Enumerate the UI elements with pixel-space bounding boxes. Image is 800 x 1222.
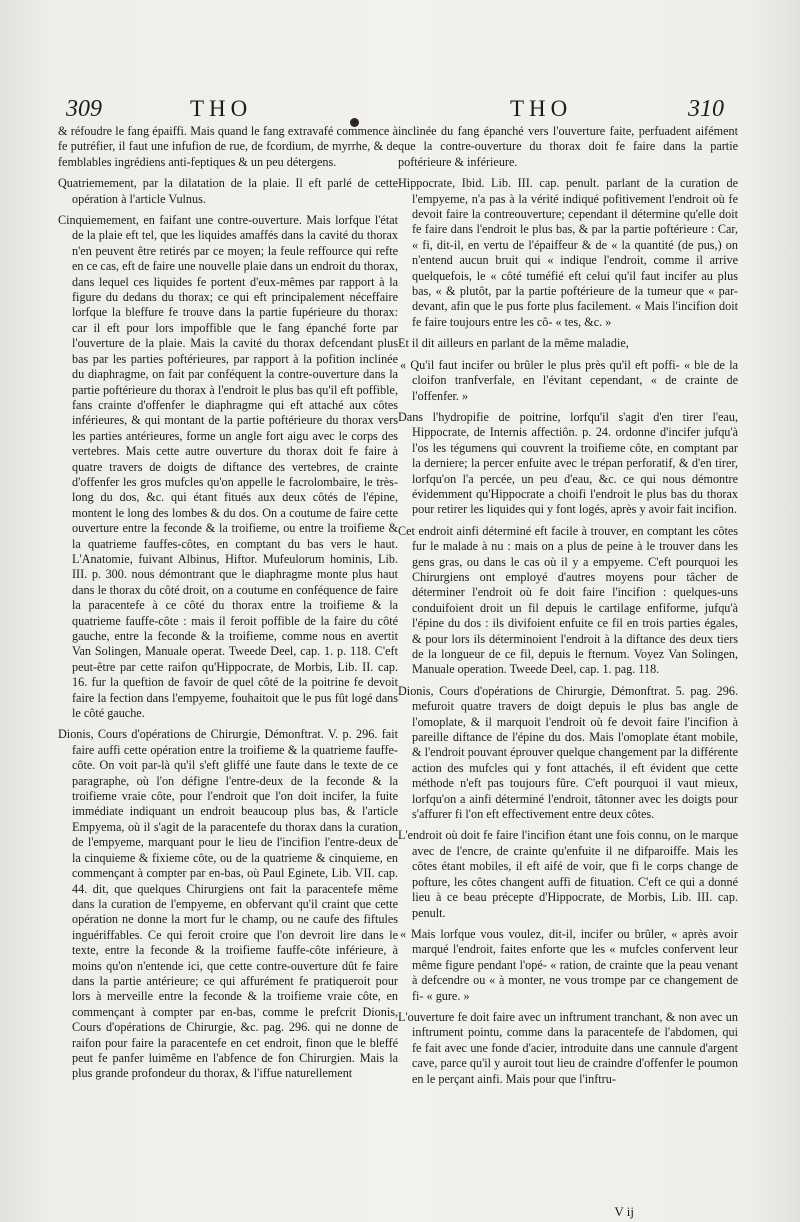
left-page-number: 309 [66,96,102,122]
right-column-paragraph: inclinée du fang épanché vers l'ouverture faite, perfuadent aifément que la contre-ouverture du thorax doit fe faire dans la partie poftérieure & inférieure. [398,124,738,169]
right-column-paragraph: L'endroit où doit fe faire l'incifion étant une fois connu, on le marque avec de l'encre, de crainte qu'enfuite il ne difparoiffe. Mais les côtes étant mobiles, il eft aifé de voir, que fi le corps change de pofture, les côtes changent auffi de fituation. C'eft ce qui a donné lieu à ce beau précepte d'Hippocrate, de Morbis, Lib. III. cap. penult. [398,828,738,920]
right-column [398,124,738,1093]
left-column-paragraph: Quatriemement, par la dilatation de la plaie. Il eft parlé de cette opération à l'article Vulnus. [58,176,398,206]
right-page-number: 310 [688,96,724,122]
left-column [58,124,398,1088]
right-column-paragraph: Et il dit ailleurs en parlant de la même maladie, [398,336,629,351]
left-running-head: THO [190,96,253,121]
right-column-paragraph: Dans l'hydropifie de poitrine, lorfqu'il s'agit d'en tirer l'eau, Hippocrate, de Internis affectiôn. p. 24. ordonne d'incifer jufqu'à l'os les tégumens qui couvrent la troifieme côte, en comptant par la derniere; la percer enfuite avec le trépan perforatif, & d'en tirer, lorfqu'on l'a percée, un peu d'eau, &c. ce qui nous démontre évidemment qu'Hippocrate a choifi l'endroit le plus bas du thorax pour retirer les liquides qui y font logés, après y avoir fait incifion. [398,409,738,517]
right-column-paragraph: « Mais lorfque vous voulez, dit-il, incifer ou brûler, « après avoir marqué l'endroit, faites enforte que les « mufcles confervent leur même figure pendant l'opé- « ration, de crainte que la peau venant à defcendre ou « à monter, ne vous trompe par ce changement de fi- « gure. » [400,926,738,1003]
signature-mark: V ij [614,1204,634,1219]
left-column-paragraph: & réfoudre le fang épaiffi. Mais quand le fang extravafé commence à fe putréfier, il faut une infufion de rue, de fcordium, de myrrhe, & de femblables ingrédiens anti-feptiques & un peu détergens. [58,124,398,169]
left-column-paragraph: Dionis, Cours d'opérations de Chirurgie, Démonftrat. V. p. 296. fait faire auffi cette opération entre la troifieme & la quatrieme fauffe-côte. On voit par-là qu'il s'eft gliffé une faute dans le texte de ce paragraphe, où l'on défigne l'entre-deux de la feconde & la troifieme vraie côte, pour l'endroit que l'on doit incifer, la fuite immédiate indiquant un endroit beaucoup plus bas, & l'article Empyema, où il s'agit de la paracentefe du thorax dans la curation de l'empyeme, marquant pour le lieu de l'incifion l'entre-deux de la cinquieme & fixieme côte, ou de la quatrieme & cinquieme, en commençant à compter par en-bas, où Paul Eginete, Lib. VII. cap. 44. dit, que quelques Chirurgiens ont fait la paracentefe même dans la curation de l'empyeme, en obfervant qu'il craint que cette opération ne donne la mort fur le champ, ou ne caufe des fiftules inguériffables. Ce qui feroit croire que l'on devroit lire dans le texte, entre la feconde & la troifieme fauffe-côte inférieure, à moins qu'on n'entende ici, que cette contre-ouverture dût fe faire dans la partie antérieure; ce qui affurément fe pratiqueroit pour lors à merveille entre la feconde & la troifieme vraie côte, en commençant à compter par en-bas, comme le prefcrit Dionis, Cours d'opérations de Chirurgie, &c. pag. 296. qui ne donne de raifon pour faire la paracentefe en cet endroit, finon que le bleffé peut fe panfer luimême en l'abfence de fon Chirurgien. Mais la plus grande profondeur du thorax, & l'iffue naturellement [58,727,398,1081]
right-column-paragraph: Dionis, Cours d'opérations de Chirurgie, Démonftrat. 5. pag. 296. mefuroit quatre travers de doigt depuis le plus bas angle de l'omoplate, & il marquoit l'endroit où fe devoit faire l'incifion à pareille diftance de l'épine du dos. Mais l'omoplate étant mobile, & l'endroit pouvant éprouver quelque changement par la différente action des mufcles qui y font attachés, il eft évident que cette méthode n'eft pas toujours fûre. C'eft pourquoi il vaut mieux, lorfqu'on a ainfi déterminé l'endroit, tâtonner avec les doigts pour s'affurer fi l'on eft effectivement entre deux côtes. [398,683,738,822]
right-column-paragraph: L'ouverture fe doit faire avec un inftrument tranchant, & non avec un inftrument pointu, comme dans la paracentefe de l'abdomen, qui fe fait avec une fonde d'acier, introduite dans une cannule d'argent cave, parce qu'il y auroit tout lieu de craindre d'offenfer le poumon en le perçant ainfi. Mais pour que l'inftru- [398,1009,738,1086]
right-column-paragraph: « Qu'il faut incifer ou brûler le plus près qu'il eft poffi- « ble de la cloifon tranfverfale, en l'évitant cependant, « de crainte de l'offenfer. » [400,357,738,403]
left-column-paragraph: Cinquiemement, en faifant une contre-ouverture. Mais lorfque l'état de la plaie eft tel, que les liquides amaffés dans la cavité du thorax n'en peuvent être retirés par ce moyen; la feule reffource qui refte en ce cas, eft de faire une nouvelle plaie dans un endroit du thorax, dans lequel ces liquides fe portent d'eux-mêmes par rapport à la figure du dedans du thorax; ce qui eft principalement néceffaire lorfque la bleffure fe trouve dans la partie fupérieure du thorax: car il eft pour lors impoffible que le fang épanché forte par l'ouverture de la plaie. Mais la cavité du thorax defcendant plus bas par les parties poftérieures, par rapport à la pofition inclinée du diaphragme, on fait par conféquent la contre-ouverture dans la partie poftérieure du thorax à l'endroit le plus bas qu'il eft poffible, fans crainte d'offenfer le diaphragme qui eft attaché aux côtes inférieures, & qui montant de la partie poftérieure du thorax vers les parties antérieures, forme un angle fort aigu avec le corps des vertebres. Mais cette autre ouverture du thorax doit fe faire à quatre travers de doigts de diftance des vertebres, de crainte d'offenfer les gros mufcles qu'on appelle le facrolombaire, le très-long du dos, &c. qui étant fitués aux deux côtés de l'épine, montent le long des lombes & du dos. On a coutume de faire cette ouverture entre la feconde & la troifieme, ou entre la troifieme & la quatrieme fauffes-côtes, en comptant du bas vers le haut. L'Anatomie, fuivant Albinus, Hiftor. Mufeulorum hominis, Lib. III. p. 300. nous démontrant que le diaphragme monte plus haut dans le thorax du côté droit, on a coutume en conféquence de faire la paracentefe à ce côté du thorax entre la troifieme & la quatrieme fauffe-côte : mais il feroit poffible de la faire du côté gauche, entre la feconde & la troifieme, comme nous en avertit Van Solingen, Manuale operat. Tweede Deel, cap. 1. p. 118. C'eft peut-être par cette raifon qu'Hippocrate, de Morbis, Lib. II. cap. 16. fur la queftion de favoir de quel côté de la poitrine fe devoit faire la fection dans l'empyeme, fouhaitoit que le pus fût logé dans le côté gauche. [58,213,398,721]
right-column-paragraph: Cet endroit ainfi déterminé eft facile à trouver, en comptant les côtes fur le malade à nu : mais on a plus de peine à le trouver dans les gens gras, ou dans le cas où il y a empyeme. C'eft pourquoi les Chirurgiens ont employé d'autres moyens pour tâcher de déterminer l'endroit où fe doit faire l'incifion : quelques-uns conduifoient droit un fil depuis le cartilage enfiforme, jufqu'à l'épine du dos : ils divifoient enfuite ce fil en trois parties égales, & pour lors ils déterminoient l'endroit à la diftance des deux tiers de la longueur de ce fil, depuis le fternum. Voyez Van Solingen, Manuale operation. Tweede Deel, cap. 1. pag. 118. [398,523,738,677]
right-column-paragraph: Hippocrate, Ibid. Lib. III. cap. penult. parlant de la curation de l'empyeme, n'a pas à la vérité indiqué pofitivement l'endroit où fe devoit faire la contreouverture; cependant il détermine qu'elle doit fe faire dans l'endroit le plus bas, & par la partie poftérieure : Car, « fi, dit-il, en vertu de l'épaiffeur & de « la quantité (de pus,) on n'entend aucun bruit qui « indique l'endroit, comme il arrive quelquefois, le « côté tuméfié eft celui qu'il faut incifer au plus bas, « & plutôt, par la partie poftérieure de la tumeur que « par-devant, afin que le pus forte plus facilement. « Mais l'incifion doit fe faire toujours entre les cô- « tes, &c. » [398,176,738,329]
right-running-head: THO [510,96,573,121]
